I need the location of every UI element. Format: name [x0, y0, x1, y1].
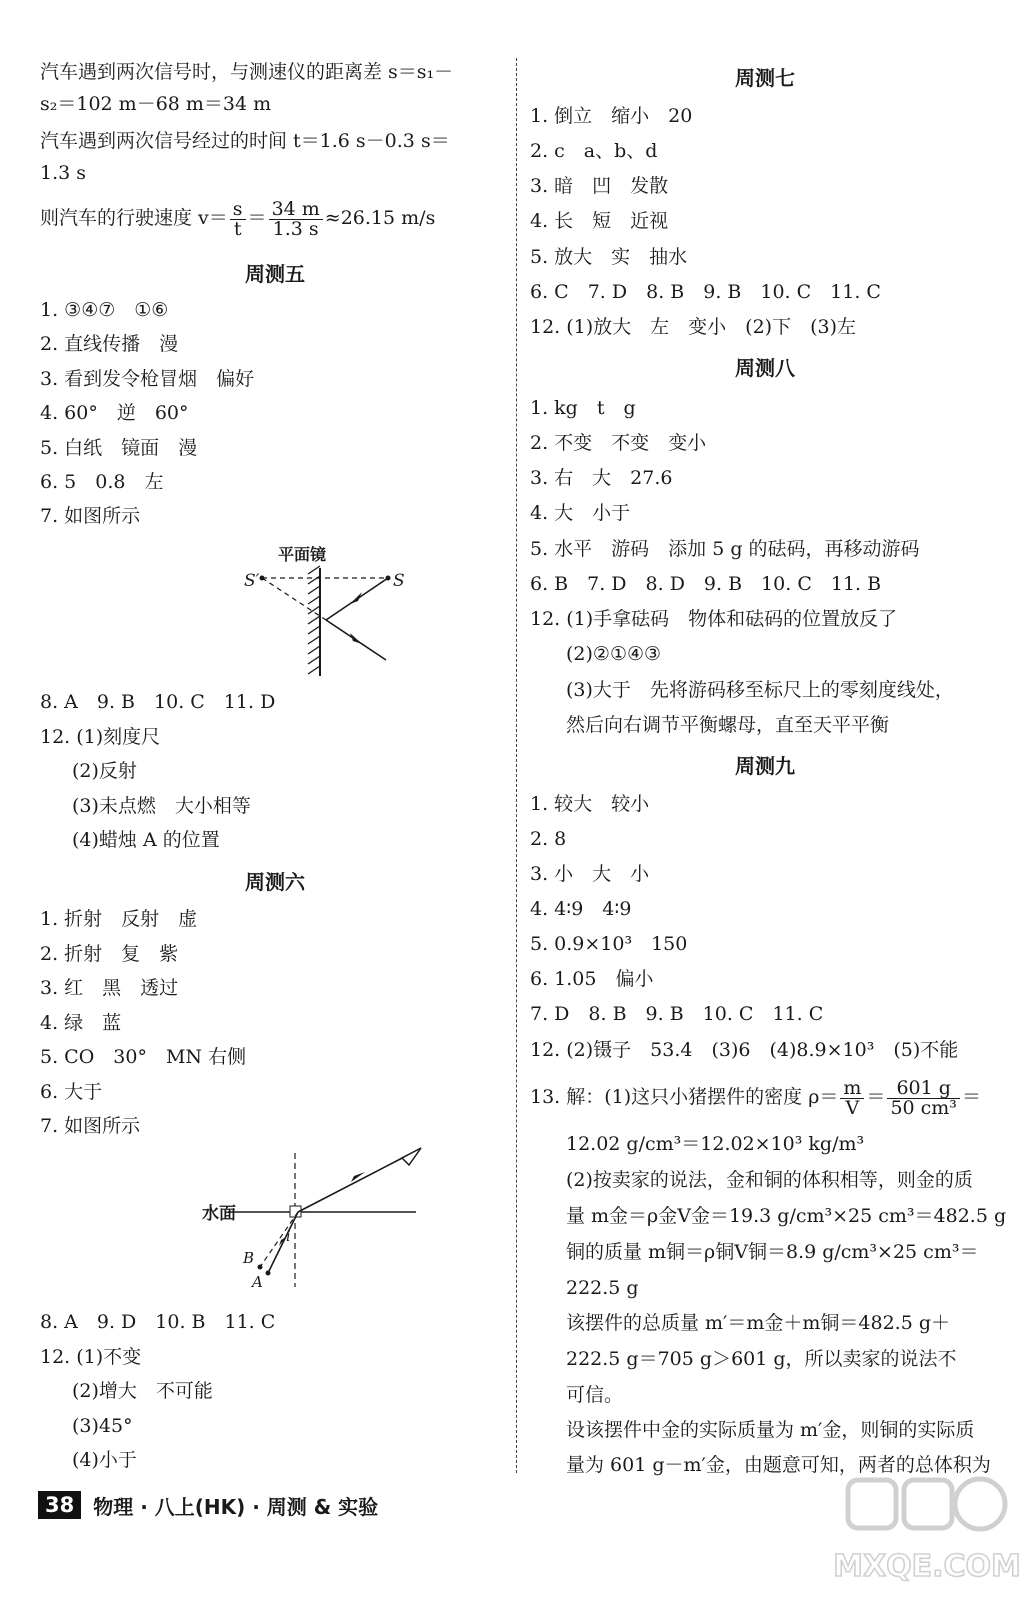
point-label: S′	[244, 571, 260, 591]
water-surface-label: 水面	[202, 1204, 236, 1224]
density-formula: 13. 解：(1)这只小猪摆件的密度 ρ＝ $\frac{m}{V}$ ＝ $\frac{601 g}{\text{50 cm³}}$ ＝	[530, 1076, 981, 1119]
refraction-figure	[180, 1145, 430, 1295]
arrow-icon	[350, 592, 362, 604]
intro-line: 汽车遇到两次信号时，与测速仪的距离差 s＝s₁－	[40, 61, 454, 83]
section-title: 周测五	[245, 262, 305, 286]
plane-mirror-figure	[190, 538, 405, 683]
answer-line: 12. (2)镊子 53.4 (3)6 (4)8.9×10³ (5)不能	[530, 1039, 959, 1061]
answer-line: 2. 不变 不变 变小	[530, 432, 707, 454]
fraction: $\frac{34 m}{1.3 s}$	[269, 200, 323, 239]
answer-line: (3)未点燃 大小相等	[72, 795, 251, 817]
answer-line: 8. A 9. B 10. C 11. D	[40, 691, 276, 713]
incident-ray-from-a	[268, 1212, 298, 1273]
answer-line: 7. D 8. B 9. B 10. C 11. C	[530, 1003, 824, 1025]
answer-line: 4. 60° 逆 60°	[40, 402, 189, 424]
answer-line: 2. 8	[530, 828, 567, 850]
page-footer	[38, 1488, 378, 1522]
answer-line: (3)大于 先将游码移至标尺上的零刻度线处，	[566, 679, 954, 701]
column-divider	[516, 58, 517, 1473]
watermark-text: MXQE.COM	[833, 1549, 1021, 1584]
answer-line: 12. (1)手拿砝码 物体和砝码的位置放反了	[530, 608, 898, 630]
answer-line: 量 m金＝ρ金V金＝19.3 g/cm³×25 cm³＝482.5 g	[566, 1205, 1007, 1227]
answer-line: 然后向右调节平衡螺母，直至天平平衡	[566, 714, 890, 736]
watermark-circle	[955, 1479, 1005, 1529]
watermark-box	[848, 1480, 896, 1528]
answer-line: 4. 大 小于	[530, 502, 631, 524]
answer-line: 12. (1)不变	[40, 1346, 142, 1368]
answer-line: 4. 长 短 近视	[530, 210, 669, 232]
answer-line: 1. 折射 反射 虚	[40, 908, 198, 930]
answer-line: 1. 倒立 缩小 20	[530, 105, 693, 127]
answer-line: 6. C 7. D 8. B 9. B 10. C 11. C	[530, 281, 881, 303]
answer-line: 12.02 g/cm³＝12.02×10³ kg/m³	[566, 1133, 865, 1155]
answer-line: 1. ③④⑦ ①⑥	[40, 299, 169, 321]
section-title: 周测六	[245, 870, 305, 894]
watermark-logo	[833, 1472, 1021, 1592]
answer-line: 设该摆件中金的实际质量为 m′金，则铜的实际质	[566, 1419, 975, 1441]
intro-line: 1.3 s	[40, 162, 87, 184]
answer-line: 4. 绿 蓝	[40, 1012, 122, 1034]
intro-line: 汽车遇到两次信号经过的时间 t＝1.6 s－0.3 s＝	[40, 130, 450, 152]
answer-line: 5. 水平 游码 添加 5 g 的砝码，再移动游码	[530, 538, 920, 560]
mirror-hatching	[308, 566, 320, 674]
answer-line: 222.5 g＝705 g＞601 g，所以卖家的说法不	[566, 1348, 957, 1370]
answer-line: (4)小于	[72, 1449, 137, 1471]
answer-line: 8. A 9. D 10. B 11. C	[40, 1311, 276, 1333]
ray-from-b-dashed	[260, 1212, 298, 1267]
section-title: 周测七	[735, 66, 795, 90]
fraction: $\frac{s}{t}$	[230, 200, 246, 239]
answer-line: (3)45°	[72, 1415, 133, 1437]
answer-line: 6. 5 0.8 左	[40, 471, 164, 493]
point-label: B	[243, 1249, 255, 1267]
answer-line: 6. 大于	[40, 1081, 103, 1103]
answer-line: (2)增大 不可能	[72, 1380, 213, 1402]
answer-line: 1. 较大 较小	[530, 793, 650, 815]
answer-line: 2. 直线传播 漫	[40, 333, 179, 355]
refracted-ray	[298, 1155, 408, 1212]
section-title: 周测九	[735, 754, 795, 778]
answer-line: 6. B 7. D 8. D 9. B 10. C 11. B	[530, 573, 882, 595]
answer-line: 铜的质量 m铜＝ρ铜V铜＝8.9 g/cm³×25 cm³＝	[566, 1241, 979, 1263]
answer-line: 该摆件的总质量 m′＝m金＋m铜＝482.5 g＋	[566, 1312, 950, 1334]
answer-line: (4)蜡烛 A 的位置	[72, 829, 220, 851]
answer-line: 5. 0.9×10³ 150	[530, 933, 688, 955]
answer-line: 7. 如图所示	[40, 1115, 141, 1137]
figure-label: 平面镜	[277, 545, 327, 564]
answer-line: 6. 1.05 偏小	[530, 968, 654, 990]
answer-line: 3. 暗 凹 发散	[530, 175, 669, 197]
point-label: A	[252, 1273, 263, 1291]
arrow-icon	[402, 1148, 421, 1165]
answer-line: 3. 看到发令枪冒烟 偏好	[40, 368, 255, 390]
answer-line: 3. 小 大 小	[530, 863, 650, 885]
book-title: 物理 · 八上(HK) · 周测 & 实验	[93, 1494, 379, 1519]
page-number: 38	[38, 1491, 81, 1519]
answer-line: 2. c a、b、d	[530, 140, 658, 162]
answer-line: (2)按卖家的说法，金和铜的体积相等，则金的质	[566, 1169, 973, 1191]
fraction: $\frac{601 g}{\text{50 cm³}}$	[887, 1079, 960, 1118]
point-label: S	[393, 571, 405, 591]
answer-line: 3. 右 大 27.6	[530, 467, 673, 489]
angle-label: i	[286, 1229, 291, 1245]
answer-line: 5. 放大 实 抽水	[530, 246, 688, 268]
answer-line: 可信。	[566, 1384, 624, 1406]
watermark-box	[904, 1480, 952, 1528]
answer-line: 4. 4∶9 4∶9	[530, 898, 632, 920]
answer-line: 5. 白纸 镜面 漫	[40, 437, 198, 459]
answer-line: (2)反射	[72, 760, 137, 782]
point-a	[266, 1271, 271, 1276]
answer-line: 量为 601 g－m′金，由题意可知，两者的总体积为	[566, 1454, 991, 1476]
image-point	[260, 576, 265, 581]
section-title: 周测八	[735, 356, 795, 380]
answer-line: 12. (1)刻度尺	[40, 726, 161, 748]
point-b	[258, 1265, 263, 1270]
answer-line: 3. 红 黑 透过	[40, 977, 179, 999]
velocity-formula: 则汽车的行驶速度 v＝ $\frac{s}{t}$ ＝ $\frac{34 m}{1.3 s}$ ≈26.15 m/s	[40, 197, 436, 240]
answer-line: 12. (1)放大 左 变小 (2)下 (3)左	[530, 316, 856, 338]
answer-line: 5. CO 30° MN 右侧	[40, 1046, 247, 1068]
answer-line: 222.5 g	[566, 1277, 639, 1299]
fraction: $\frac{m}{V}$	[840, 1079, 864, 1118]
answer-line: 7. 如图所示	[40, 505, 141, 527]
answer-line: 1. kg t g	[530, 397, 636, 419]
answer-line: (2)②①④③	[566, 643, 662, 665]
answer-line: 2. 折射 复 紫	[40, 943, 179, 965]
intro-line: s₂＝102 m－68 m＝34 m	[40, 93, 272, 115]
